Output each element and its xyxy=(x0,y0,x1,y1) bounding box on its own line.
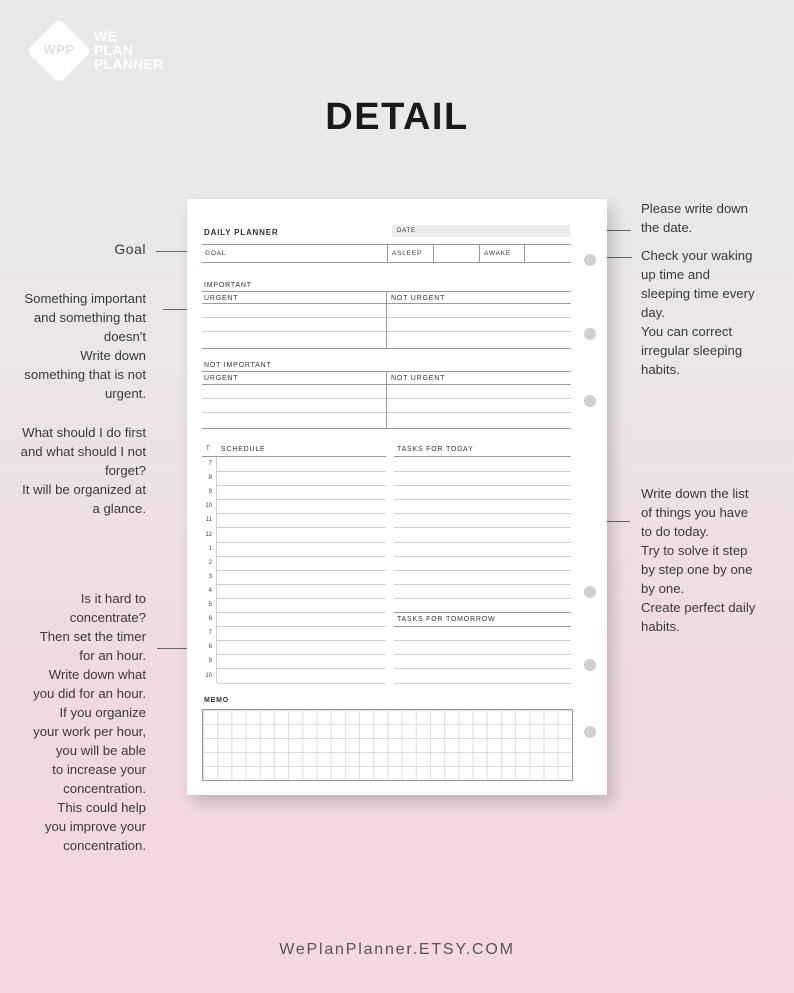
note-line: by one. xyxy=(641,581,685,596)
note-line: by step one by one xyxy=(641,562,753,577)
task-line xyxy=(394,542,571,543)
not-urgent-label: NOT URGENT xyxy=(391,295,446,302)
note-line: a glance. xyxy=(92,501,146,516)
hour-number: 1 xyxy=(208,545,212,552)
hour-divider xyxy=(216,457,217,683)
task-line xyxy=(394,654,571,655)
important-label: IMPORTANT xyxy=(204,282,252,289)
not-urgent-label: NOT URGENT xyxy=(391,375,446,382)
note-line: and something that xyxy=(33,310,146,325)
task-line xyxy=(394,556,571,557)
hour-number: 12 xyxy=(205,531,212,538)
note-line: Check your waking xyxy=(641,248,753,263)
binder-hole xyxy=(584,586,596,598)
hour-number: 9 xyxy=(208,658,212,665)
logo-wordmark xyxy=(94,29,164,71)
schedule-line xyxy=(217,499,386,500)
note-line: habits. xyxy=(641,619,680,634)
hour-number: 11 xyxy=(205,517,212,524)
note-line: concentration. xyxy=(63,838,146,853)
divider xyxy=(387,244,388,262)
note-line: up time and xyxy=(641,267,710,282)
divider xyxy=(433,244,434,262)
schedule-line xyxy=(217,612,386,613)
hour-number: 8 xyxy=(208,475,212,482)
binder-hole xyxy=(584,328,596,340)
note-important xyxy=(24,289,146,403)
note-line: you will be able xyxy=(55,743,146,758)
note-line: It will be organized at xyxy=(22,482,146,497)
binder-hole xyxy=(584,659,596,671)
logo-mark: WPP xyxy=(43,42,75,57)
note-line: urgent. xyxy=(104,386,146,401)
hour-number: 10 xyxy=(205,672,212,679)
hour-number: 2 xyxy=(208,559,212,566)
note-line: of things you have xyxy=(641,505,749,520)
hour-number: 7 xyxy=(208,461,212,467)
rule xyxy=(394,612,571,613)
hour-number: 9 xyxy=(208,489,212,496)
memo-label: MEMO xyxy=(204,697,229,704)
note-line: Try to solve it step xyxy=(641,543,748,558)
schedule-line xyxy=(217,471,386,472)
task-line xyxy=(394,513,571,514)
divider xyxy=(479,244,480,262)
note-line: to do today. xyxy=(641,524,709,539)
note-line: you did for an hour. xyxy=(33,686,146,701)
note-line: forget? xyxy=(104,463,146,478)
note-line: This could help xyxy=(57,800,146,815)
note-line: Is it hard to xyxy=(80,591,146,606)
logo-line: PLAN xyxy=(94,42,134,58)
binder-hole xyxy=(584,726,596,738)
note-line: habits. xyxy=(641,362,680,377)
rule xyxy=(202,348,571,349)
note-date xyxy=(641,199,748,237)
task-line xyxy=(394,584,571,585)
note-order xyxy=(21,423,146,518)
rule xyxy=(394,626,571,627)
schedule-line xyxy=(217,542,386,543)
schedule-line xyxy=(217,654,386,655)
planner-page xyxy=(187,199,607,795)
schedule-line xyxy=(217,683,386,684)
note-line: Write down what xyxy=(48,667,146,682)
hour-number: 8 xyxy=(208,644,212,651)
rule xyxy=(202,428,571,429)
hour-number: 7 xyxy=(208,630,212,637)
task-line xyxy=(394,570,571,571)
task-line xyxy=(394,499,571,500)
schedule-line xyxy=(217,485,386,486)
tasks-today-label: TASKS FOR TODAY xyxy=(397,446,474,453)
goal-label: GOAL xyxy=(205,250,227,257)
note-line: If you organize xyxy=(59,705,146,720)
tasks-tomorrow-label: TASKS FOR TOMORROW xyxy=(397,616,496,623)
planner-heading: DAILY PLANNER xyxy=(204,228,279,237)
binder-hole xyxy=(584,395,596,407)
schedule-line xyxy=(217,513,386,514)
note-line: concentration. xyxy=(63,781,146,796)
urgent-label: URGENT xyxy=(204,295,239,302)
hour-number: 5 xyxy=(208,602,212,608)
divider xyxy=(386,291,387,348)
note-line: day. xyxy=(641,305,665,320)
hour-number: 6 xyxy=(208,616,212,623)
divider xyxy=(386,371,387,428)
task-line xyxy=(394,527,571,528)
note-line: Then set the timer xyxy=(39,629,146,644)
note-line: and what should I not xyxy=(20,444,146,459)
task-line xyxy=(394,471,571,472)
hour-number: 4 xyxy=(208,587,212,594)
hour-number: 3 xyxy=(208,573,212,580)
footer-url: WePlanPlanner.ETSY.COM xyxy=(279,941,515,958)
memo-grid xyxy=(202,709,573,781)
schedule-line xyxy=(217,640,386,641)
binder-hole xyxy=(584,254,596,266)
rule xyxy=(394,456,571,457)
schedule-line xyxy=(217,527,386,528)
note-tasks xyxy=(641,484,755,636)
task-line xyxy=(394,668,571,669)
schedule-line xyxy=(217,570,386,571)
task-line xyxy=(394,485,571,486)
task-line xyxy=(394,683,571,684)
note-goal: Goal xyxy=(114,241,146,257)
logo-line: WE xyxy=(94,28,118,44)
note-line: Please write down xyxy=(641,201,749,216)
note-line: irregular sleeping xyxy=(641,343,743,358)
note-line: Write down xyxy=(80,348,146,363)
note-line: sleeping time every xyxy=(641,286,755,301)
schedule-line xyxy=(217,598,386,599)
note-line: for an hour. xyxy=(79,648,146,663)
task-line xyxy=(394,598,571,599)
schedule-line xyxy=(217,556,386,557)
urgent-label: URGENT xyxy=(204,375,239,382)
note-timer xyxy=(33,589,146,855)
rule xyxy=(202,456,386,457)
rule xyxy=(202,262,571,263)
date-field xyxy=(392,225,570,237)
schedule-line xyxy=(217,668,386,669)
awake-label: AWAKE xyxy=(484,250,511,257)
time-marker: T xyxy=(206,446,211,452)
note-line: You can correct xyxy=(641,324,733,339)
hour-number: 10 xyxy=(205,503,212,510)
note-line: Write down the list xyxy=(641,486,749,501)
note-line: something that is not xyxy=(24,367,146,382)
not-important-label: NOT IMPORTANT xyxy=(204,362,272,369)
note-line: to increase your xyxy=(52,762,146,777)
divider xyxy=(524,244,525,262)
asleep-label: ASLEEP xyxy=(392,250,423,257)
note-sleep xyxy=(641,246,755,379)
page-title: DETAIL xyxy=(325,96,469,138)
note-line: doesn't xyxy=(103,329,146,344)
date-label: DATE xyxy=(397,228,416,234)
note-line: What should I do first xyxy=(22,425,146,440)
note-line: Create perfect daily xyxy=(641,600,756,615)
schedule-label: SCHEDULE xyxy=(221,446,266,453)
note-line: concentrate? xyxy=(69,610,146,625)
note-line: you improve your xyxy=(44,819,146,834)
logo-line: PLANNER xyxy=(94,56,164,72)
task-line xyxy=(394,640,571,641)
note-line: the date. xyxy=(641,220,693,235)
note-line: Something important xyxy=(24,291,146,306)
schedule-line xyxy=(217,584,386,585)
schedule-line xyxy=(217,626,386,627)
note-line: your work per hour, xyxy=(33,724,146,739)
